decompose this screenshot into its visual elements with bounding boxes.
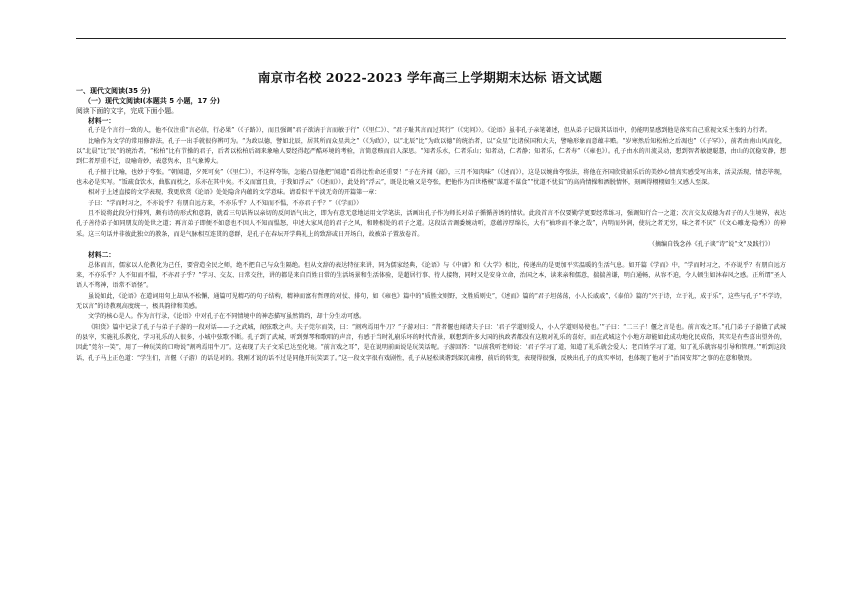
subsection-heading: （一）现代文阅读Ⅰ(本题共 5 小题，17 分) (84, 97, 220, 105)
instruction: 阅读下面的文字，完成下面小题。 (76, 107, 178, 115)
material-label: 材料一： (88, 117, 116, 125)
paragraph: 孔子擅于比喻，也妙于夸张。“朝闻道，夕死可矣”（《里仁》），不这样夸饰，怎能凸显他把“闻道”看得比性命还重要！“子在齐闻《韶》，三月不知肉味”（《述而》），这是以婉曲夸张法，将他在齐国欣赏韶乐后的美妙心情真实感受写出来，活灵活现，情态毕现，也未必是实写。“饭疏食饮水，曲肱而枕之，乐亦在其中矣。不义而富且贵，于我如浮云”（《述而》），此处的“浮云”，既是比喻又是夸张，把他作为百世楷模“谋道不谋食”“忧道不忧贫”的高尚情操和洒脱情怀，刻画得栩栩如生又感人至深。 (76, 168, 786, 186)
document-body (76, 86, 786, 364)
exam-title: 南京市名校 2022-2023 学年高三上学期期末达标 语文试题 (257, 70, 603, 85)
paragraph: 总体而言，儒家以人伦教化为己任，要营造全民之师，绝不把自己与众生隔绝。但从文辞的表达特征来讲，同为儒家经典，《论语》与《中庸》和《大学》相比，传递出的是更加平实温暖的生活气息。如开篇《学而》中，“学而时习之，不亦说乎？有朋自远方来，不亦乐乎？人不知而不愠，不亦君子乎？”学习、交友、日常交往，讲的都是来自百姓日常的生活场景和生活体验，是超居行事、待人接物，同时又是安身立命，治国之本，读来亲和儒意，揣揣善谦，明白通畅，从容不迫，令人顿生如沐春风之感。正所谓“圣人语人不骛神，语常不语怪”。 (76, 261, 786, 290)
header-rule (76, 38, 786, 39)
paragraph: 且不说将此段分行排列，颇有诗的形式和意韵，就看三句话皆以亲切的反问语气出之，即为有意无意地运用文学笔法，活画出孔子作为师长对弟子循循善诱的情状。此段首言不仅要勤学更要经常练习，强调知行合一之道；次言交友成德为君子的人生境界，表达孔子善待弟子如同朋友的处世之道；再言弟子即便不如意也不因人不知而愠怒，申述大家风范的君子之风，和睦相处的君子之道。这段话音调委婉动听，意蕴淳厚绵长，大有“袖珍而不象之哉”，内明而外润，使玩之者无穷，味之者不厌”（《文心雕龙·隐秀》）的神采。这三句话并非彼此独立的教条，而是气脉相互连贯的意群，是孔子在春坛开学典礼上的致辞或日开场白，故被弟子置放卷首。 (76, 209, 786, 238)
section-heading: 一、现代文阅读(35 分) (76, 87, 151, 95)
paragraph: 孔子是个言行一致的人，他不仅注重“言必信，行必果”（《子路》），而且强调“君子欲讷于言而敏于行”（《里仁》）、“君子耻其言而过其行”（《宪问》）。《论语》虽非孔子亲笔著述，但从弟子记载其话语中，仍能明显感到他是落实自己重视文采主张的力行者。 (88, 127, 771, 135)
paragraph: 比喻作为文学的常用修辞法，孔子一出手就很你辨可为。“为政以德，譬如北辰，居其所而众星共之”（《为政》），以“北辰”比“为政以德”的统治者，以“众星”比诸侯国和大夫，譬喻形象而意蕴丰赡。“岁寒然后知松柏之后凋也”（《子罕》），前者由南山风而化，以“北晨”比“民”的统治者，“松柏”比有节操的君子，后者以松柏后凋来象喻人要经得起严酷环境的考验，言简意赅而启人深思。“知者乐水，仁者乐山；知者动，仁者静；知者乐，仁者寿”（《雍也》）。孔子由水的川流灵动，想到智者敏捷聪慧，由山的沉稳安静，想到仁者厚重不迁，设喻奇妙，表意隽永，且气象博大。 (76, 137, 786, 166)
quotation: 子曰：“学而时习之，不亦说乎？有朋自远方来，不亦乐乎？人不知而不愠，不亦君子乎？”（《学而》） (88, 199, 363, 207)
source-citation: （摘编自钱念孙《孔子谈“诗”说“文”及践行》） (648, 240, 774, 248)
paragraph: 《阳货》篇中记录了孔子与弟子子游的一段对话——子之武城，闻弦歌之声。夫子莞尔而笑，曰：“割鸡焉用牛刀？”子游对曰：“昔者偃也闻诸夫子曰：‘君子学道则爱人，小人学道则易使也。’”子曰：“二三子！偃之言是也。前言戏之耳。”孔门弟子子游做了武城的县宰，实施礼乐教化，学习礼乐的人很多，小城中弦歌不断。孔子到了武城，听到弹琴和歌唱的声音，有感于当时礼崩乐坏的时代背景，联想到许多大国的执政者都没有这般对礼乐的喜好，而在武城这个小地方却能如此成功地化民成俗，其实是有些喜出望外的，因此“莞尔一笑”，用了一种玩笑的口吻说“割鸡焉用牛刀”。这表现了夫子文采已达至化境。“前言戏之耳”，是在说明前面说是玩笑话呢。子游回答：“以前我听老师说：‘君子学习了道，知道了礼乐就会爱人；老百姓学习了道，知了礼乐就容易引导和管理。’”听到这段话，孔子马上正色道：“学生们，言偃（子游）的话是对的。我刚才说的话不过是同他开玩笑罢了。”这一段文字很有戏剧性，孔子从轻松谈谐到深沉肃穆，前后的转变，表现得很强，反映出孔子的真实率切，也体现了他对于“治国安邦”之事的在意和敬畏。 (76, 323, 786, 362)
paragraph: 虽说如此，《论语》在道词用句上却从不松懈，通篇可见精巧的句子结构，精神而富有哲理的对仗、排句，如《雍也》篇中的“质胜文则野，文胜质则史”，《述而》篇的“君子坦荡荡，小人长戚戚”，《泰伯》篇的“兴于诗，立于礼，成于乐”，这些与孔子“不学诗，无以言”的诗教观高度统一，极具韵律和美感。 (76, 292, 786, 310)
paragraph: 文学的核心是人。作为言行录，《论语》中对孔子在不同情境中的神态描写虽然简约，却十分生动可感。 (88, 313, 366, 321)
material-label: 材料二： (88, 251, 116, 260)
paragraph: 相对于上述直接的文学表现，我更欣赏《论语》处处隐含内蕴的文学意味。请看似平平淡无奇的开篇第一章： (88, 189, 381, 197)
